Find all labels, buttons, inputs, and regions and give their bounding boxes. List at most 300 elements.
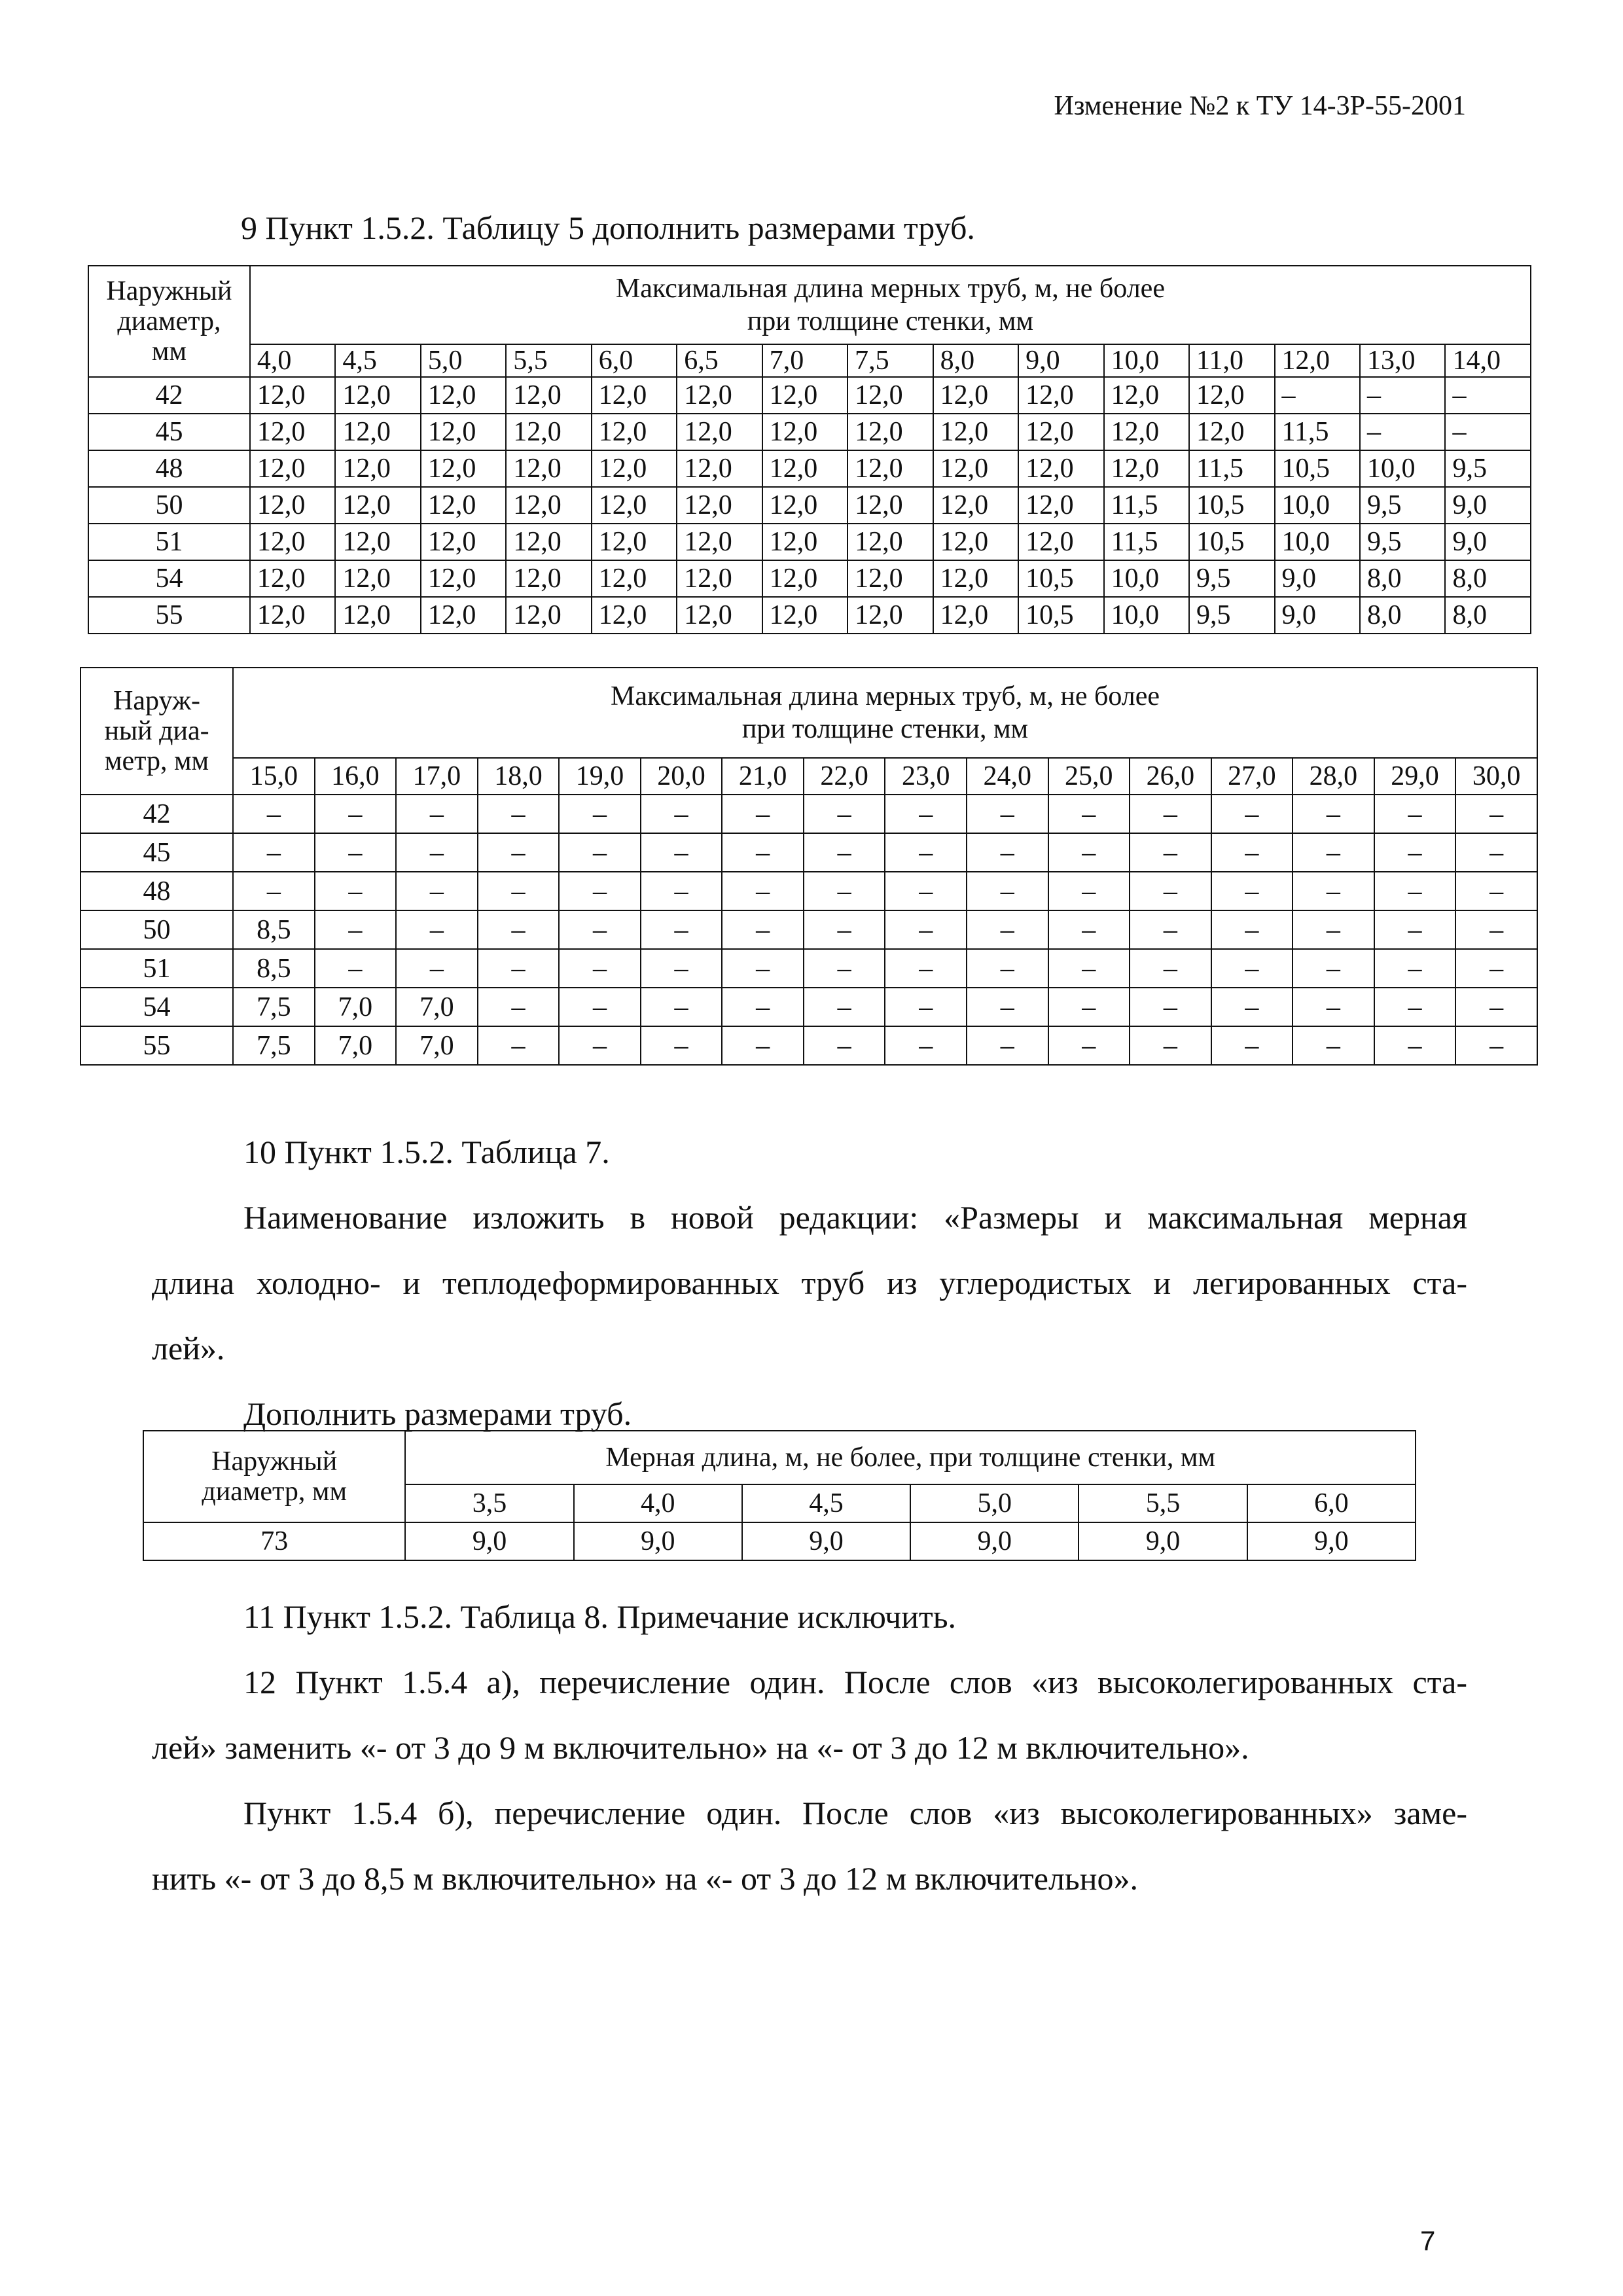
length-cell: – [1293, 910, 1374, 949]
length-cell: – [1211, 910, 1293, 949]
length-cell: 12,0 [335, 597, 420, 634]
length-cell: 12,0 [335, 524, 420, 560]
length-cell: – [396, 949, 478, 988]
length-cell: 12,0 [1018, 524, 1103, 560]
length-cell: – [1130, 872, 1211, 910]
length-cell: 12,0 [933, 414, 1018, 450]
length-cell: 10,0 [1275, 524, 1360, 560]
length-cell: – [1374, 910, 1456, 949]
length-cell: – [1374, 988, 1456, 1026]
length-cell: – [478, 910, 560, 949]
length-cell: 10,0 [1104, 560, 1189, 597]
diameter-cell: 50 [80, 910, 233, 949]
length-cell: 12,0 [677, 560, 762, 597]
length-cell: 11,5 [1104, 487, 1189, 524]
length-cell: – [885, 910, 967, 949]
table-row [80, 949, 1537, 988]
length-cell: – [1374, 1026, 1456, 1065]
thickness-cell: 4,0 [250, 344, 335, 377]
diameter-header-line: Наруж- [113, 686, 200, 716]
length-cell: 9,0 [1247, 1522, 1416, 1560]
length-cell: – [1275, 377, 1360, 414]
length-cell: – [1130, 1026, 1211, 1065]
length-cell: – [885, 988, 967, 1026]
thickness-row [80, 758, 1537, 795]
length-cell: – [885, 872, 967, 910]
length-cell: – [1455, 910, 1537, 949]
length-cell: 9,0 [1445, 524, 1531, 560]
naming-line-3: лей». [152, 1330, 225, 1367]
length-cell: – [1455, 795, 1537, 833]
length-cell: – [1455, 1026, 1537, 1065]
length-cell: 12,0 [250, 560, 335, 597]
length-cell: – [722, 910, 804, 949]
length-cell: 12,0 [250, 377, 335, 414]
table-row [80, 988, 1537, 1026]
length-cell: 12,0 [335, 487, 420, 524]
table-row [88, 524, 1531, 560]
length-cell: – [1293, 833, 1374, 872]
diameter-cell: 42 [88, 377, 250, 414]
item-12-line-2: лей» заменить «- от 3 до 9 м включительно» на «- от 3 до 12 м включительно». [152, 1729, 1249, 1766]
length-cell: 12,0 [1018, 450, 1103, 487]
length-cell: 9,5 [1445, 450, 1531, 487]
length-cell: – [1130, 988, 1211, 1026]
table-header-row [80, 668, 1537, 758]
length-cell: – [885, 949, 967, 988]
diameter-cell: 55 [80, 1026, 233, 1065]
length-cell: – [1374, 833, 1456, 872]
length-cell: 12,0 [762, 560, 847, 597]
table-title-line-2: при толщине стенки, мм [747, 306, 1034, 336]
diameter-cell: 48 [88, 450, 250, 487]
thickness-cell: 15,0 [233, 758, 315, 795]
length-cell: 9,0 [1275, 597, 1360, 634]
length-cell: – [641, 949, 722, 988]
length-cell: 12,0 [506, 414, 591, 450]
diameter-cell: 73 [143, 1522, 405, 1560]
table-row [80, 1026, 1537, 1065]
length-cell: – [1374, 872, 1456, 910]
diameter-header-line: Наружный [211, 1446, 338, 1477]
thickness-cell: 14,0 [1445, 344, 1531, 377]
length-cell: 10,5 [1275, 450, 1360, 487]
length-cell: – [315, 833, 397, 872]
thickness-cell: 25,0 [1048, 758, 1130, 795]
length-cell: – [559, 795, 641, 833]
length-cell: – [967, 988, 1048, 1026]
naming-line-1: Наименование изложить в новой редакции: «Размеры и максимальная мерная [243, 1199, 1467, 1236]
diameter-cell: 55 [88, 597, 250, 634]
length-cell: 12,0 [762, 524, 847, 560]
length-cell: 7,0 [396, 1026, 478, 1065]
diameter-cell: 50 [88, 487, 250, 524]
length-cell: – [885, 833, 967, 872]
table-row [80, 910, 1537, 949]
length-cell: 12,0 [1018, 487, 1103, 524]
table-row [88, 560, 1531, 597]
length-cell: 12,0 [506, 560, 591, 597]
thickness-cell: 16,0 [315, 758, 397, 795]
table-header-row [88, 266, 1531, 344]
naming-line-2: длина холодно- и теплодеформированных труб из углеродистых и легированных ста- [152, 1265, 1467, 1301]
section-10 [152, 1119, 1467, 1446]
length-cell: 12,0 [847, 597, 933, 634]
table-row [143, 1522, 1416, 1560]
length-cell: – [722, 795, 804, 833]
length-cell: – [559, 910, 641, 949]
diameter-header [143, 1431, 405, 1522]
length-cell: 10,0 [1275, 487, 1360, 524]
thickness-cell: 4,0 [574, 1484, 742, 1522]
length-cell: 11,5 [1189, 450, 1274, 487]
length-cell: – [396, 795, 478, 833]
length-cell: 12,0 [1189, 414, 1274, 450]
thickness-cell: 10,0 [1104, 344, 1189, 377]
length-cell: – [722, 872, 804, 910]
diameter-header-line: ный диа- [104, 716, 209, 746]
length-cell: 7,5 [233, 988, 315, 1026]
diameter-header-line: Наружный [106, 276, 232, 306]
table-5-supplement-continued [80, 667, 1538, 1066]
length-cell: – [885, 1026, 967, 1065]
table-title: Мерная длина, м, не более, при толщине стенки, мм [405, 1431, 1416, 1484]
diameter-cell: 54 [80, 988, 233, 1026]
length-cell: – [967, 1026, 1048, 1065]
item-11: 11 Пункт 1.5.2. Таблица 8. Примечание исключить. [243, 1598, 957, 1635]
thickness-cell: 7,0 [762, 344, 847, 377]
length-cell: – [1211, 988, 1293, 1026]
diameter-header-line: мм [151, 336, 187, 367]
page-number: 7 [1420, 2225, 1436, 2256]
thickness-cell: 7,5 [847, 344, 933, 377]
thickness-cell: 28,0 [1293, 758, 1374, 795]
length-cell: – [722, 949, 804, 988]
length-cell: – [641, 795, 722, 833]
length-cell: 12,0 [677, 450, 762, 487]
length-cell: 9,0 [574, 1522, 742, 1560]
length-cell: – [1130, 949, 1211, 988]
item-12-line-1: 12 Пункт 1.5.4 а), перечисление один. После слов «из высоколегированных ста- [243, 1664, 1467, 1700]
thickness-cell: 29,0 [1374, 758, 1456, 795]
thickness-cell: 27,0 [1211, 758, 1293, 795]
length-cell: – [804, 949, 885, 988]
thickness-cell: 19,0 [559, 758, 641, 795]
length-cell: 9,0 [742, 1522, 910, 1560]
length-cell: – [1211, 833, 1293, 872]
thickness-cell: 22,0 [804, 758, 885, 795]
length-cell: 12,0 [933, 597, 1018, 634]
length-cell: 8,0 [1445, 597, 1531, 634]
length-cell: 10,5 [1018, 597, 1103, 634]
length-cell: 12,0 [592, 414, 677, 450]
length-cell: – [478, 833, 560, 872]
length-cell: – [804, 1026, 885, 1065]
length-cell: – [559, 872, 641, 910]
length-cell: 12,0 [762, 597, 847, 634]
length-cell: – [315, 949, 397, 988]
length-cell: – [233, 833, 315, 872]
table-row [88, 487, 1531, 524]
length-cell: – [1048, 949, 1130, 988]
diameter-cell: 54 [88, 560, 250, 597]
length-cell: – [1130, 795, 1211, 833]
length-cell: 12,0 [847, 560, 933, 597]
length-cell: – [559, 988, 641, 1026]
length-cell: 12,0 [250, 524, 335, 560]
thickness-cell: 4,5 [335, 344, 420, 377]
diameter-header [80, 668, 233, 795]
length-cell: – [478, 1026, 560, 1065]
length-cell: 8,0 [1360, 560, 1445, 597]
length-cell: – [885, 795, 967, 833]
length-cell: 12,0 [506, 450, 591, 487]
length-cell: 8,5 [233, 910, 315, 949]
length-cell: – [315, 795, 397, 833]
length-cell: 12,0 [677, 524, 762, 560]
table-row [80, 872, 1537, 910]
length-cell: 12,0 [250, 414, 335, 450]
length-cell: 9,5 [1189, 597, 1274, 634]
length-cell: 12,0 [592, 560, 677, 597]
thickness-cell: 3,5 [405, 1484, 573, 1522]
table-row [88, 597, 1531, 634]
thickness-cell: 5,0 [910, 1484, 1079, 1522]
length-cell: 7,0 [396, 988, 478, 1026]
diameter-cell: 45 [88, 414, 250, 450]
table-title-line-1: Максимальная длина мерных труб, м, не более [611, 681, 1160, 711]
length-cell: – [396, 872, 478, 910]
length-cell: 12,0 [933, 377, 1018, 414]
length-cell: – [1130, 833, 1211, 872]
length-cell: – [1293, 949, 1374, 988]
length-cell: 8,0 [1445, 560, 1531, 597]
length-cell: 9,5 [1360, 524, 1445, 560]
length-cell: – [722, 1026, 804, 1065]
thickness-cell: 23,0 [885, 758, 967, 795]
length-cell: – [233, 872, 315, 910]
length-cell: – [1048, 988, 1130, 1026]
supplement-text: Дополнить размерами труб. [243, 1395, 632, 1432]
length-cell: – [804, 910, 885, 949]
length-cell: – [396, 910, 478, 949]
length-cell: 12,0 [933, 450, 1018, 487]
length-cell: – [1374, 949, 1456, 988]
length-cell: 8,5 [233, 949, 315, 988]
length-cell: 12,0 [847, 414, 933, 450]
length-cell: 12,0 [762, 487, 847, 524]
table-title [250, 266, 1531, 344]
table-title-line-1: Максимальная длина мерных труб, м, не более [615, 274, 1165, 304]
length-cell: 12,0 [1018, 377, 1103, 414]
length-cell: – [804, 872, 885, 910]
thickness-cell: 4,5 [742, 1484, 910, 1522]
length-cell: 12,0 [592, 597, 677, 634]
table-row [80, 833, 1537, 872]
length-cell: 9,0 [1079, 1522, 1247, 1560]
length-cell: 12,0 [250, 450, 335, 487]
thickness-cell: 13,0 [1360, 344, 1445, 377]
length-cell: – [233, 795, 315, 833]
length-cell: – [641, 833, 722, 872]
thickness-cell: 18,0 [478, 758, 560, 795]
table-header-row [143, 1431, 1416, 1484]
length-cell: – [1211, 1026, 1293, 1065]
length-cell: 12,0 [506, 377, 591, 414]
length-cell: – [1211, 872, 1293, 910]
length-cell: – [1445, 377, 1531, 414]
length-cell: – [804, 833, 885, 872]
diameter-header [88, 266, 250, 377]
length-cell: – [967, 872, 1048, 910]
length-cell: 9,5 [1189, 560, 1274, 597]
table-title-line-2: при толщине стенки, мм [741, 714, 1029, 744]
length-cell: 12,0 [847, 377, 933, 414]
length-cell: 12,0 [250, 487, 335, 524]
length-cell: 12,0 [677, 487, 762, 524]
length-cell: – [1048, 910, 1130, 949]
length-cell: 12,0 [933, 560, 1018, 597]
length-cell: – [967, 910, 1048, 949]
length-cell: 7,0 [315, 1026, 397, 1065]
diameter-cell: 51 [80, 949, 233, 988]
length-cell: – [722, 988, 804, 1026]
thickness-cell: 5,0 [421, 344, 506, 377]
length-cell: 12,0 [335, 414, 420, 450]
thickness-cell: 24,0 [967, 758, 1048, 795]
length-cell: – [804, 988, 885, 1026]
length-cell: – [1293, 795, 1374, 833]
length-cell: 10,5 [1018, 560, 1103, 597]
length-cell: – [1293, 988, 1374, 1026]
thickness-row [88, 344, 1531, 377]
thickness-cell: 11,0 [1189, 344, 1274, 377]
length-cell: 12,0 [1104, 377, 1189, 414]
thickness-cell: 8,0 [933, 344, 1018, 377]
table-row [80, 795, 1537, 833]
thickness-cell: 9,0 [1018, 344, 1103, 377]
length-cell: – [1360, 377, 1445, 414]
table-7-supplement [143, 1430, 1416, 1561]
length-cell: – [967, 833, 1048, 872]
thickness-cell: 20,0 [641, 758, 722, 795]
thickness-cell: 17,0 [396, 758, 478, 795]
diameter-cell: 48 [80, 872, 233, 910]
length-cell: 12,0 [933, 524, 1018, 560]
item-10: 10 Пункт 1.5.2. Таблица 7. [243, 1134, 610, 1170]
length-cell: – [396, 833, 478, 872]
length-cell: 12,0 [421, 487, 506, 524]
length-cell: – [641, 910, 722, 949]
table-row [88, 450, 1531, 487]
length-cell: – [1293, 1026, 1374, 1065]
length-cell: – [722, 833, 804, 872]
length-cell: – [967, 949, 1048, 988]
length-cell: 12,0 [335, 377, 420, 414]
length-cell: 12,0 [421, 414, 506, 450]
table-row [88, 414, 1531, 450]
length-cell: 8,0 [1360, 597, 1445, 634]
items-11-12 [152, 1584, 1467, 1911]
length-cell: 12,0 [847, 450, 933, 487]
table-5-supplement [88, 265, 1531, 634]
item-12b-line-1: Пункт 1.5.4 б), перечисление один. После слов «из высоколегированных» заме- [243, 1795, 1467, 1831]
length-cell: – [1048, 872, 1130, 910]
length-cell: 12,0 [592, 450, 677, 487]
length-cell: – [641, 872, 722, 910]
length-cell: 12,0 [421, 524, 506, 560]
length-cell: – [559, 833, 641, 872]
length-cell: – [559, 949, 641, 988]
length-cell: 12,0 [762, 450, 847, 487]
length-cell: 12,0 [421, 450, 506, 487]
length-cell: 12,0 [421, 560, 506, 597]
length-cell: 12,0 [506, 524, 591, 560]
length-cell: – [1048, 795, 1130, 833]
thickness-cell: 5,5 [1079, 1484, 1247, 1522]
item-12b-line-2: нить «- от 3 до 8,5 м включительно» на «- от 3 до 12 м включительно». [152, 1860, 1138, 1897]
length-cell: – [315, 872, 397, 910]
thickness-cell: 6,0 [1247, 1484, 1416, 1522]
length-cell: – [641, 988, 722, 1026]
length-cell: 11,5 [1275, 414, 1360, 450]
diameter-cell: 51 [88, 524, 250, 560]
thickness-cell: 6,5 [677, 344, 762, 377]
length-cell: – [1293, 872, 1374, 910]
thickness-cell: 5,5 [506, 344, 591, 377]
length-cell: – [967, 795, 1048, 833]
length-cell: 9,0 [910, 1522, 1079, 1560]
length-cell: – [1455, 949, 1537, 988]
length-cell: 12,0 [506, 487, 591, 524]
length-cell: 12,0 [762, 377, 847, 414]
diameter-cell: 45 [80, 833, 233, 872]
length-cell: – [1048, 1026, 1130, 1065]
length-cell: – [478, 988, 560, 1026]
length-cell: 12,0 [677, 414, 762, 450]
length-cell: 12,0 [1189, 377, 1274, 414]
length-cell: – [1374, 795, 1456, 833]
length-cell: – [1130, 910, 1211, 949]
length-cell: 12,0 [847, 487, 933, 524]
length-cell: 12,0 [1018, 414, 1103, 450]
length-cell: – [1455, 872, 1537, 910]
diameter-header-line: диаметр, [117, 306, 221, 336]
length-cell: 10,0 [1104, 597, 1189, 634]
document-header: Изменение №2 к ТУ 14-3Р-55-2001 [1054, 91, 1466, 121]
length-cell: 12,0 [592, 524, 677, 560]
length-cell: – [1211, 949, 1293, 988]
item-9: 9 Пункт 1.5.2. Таблицу 5 дополнить размерами труб. [241, 209, 975, 246]
length-cell: – [1445, 414, 1531, 450]
length-cell: 10,0 [1360, 450, 1445, 487]
length-cell: 12,0 [421, 377, 506, 414]
length-cell: 10,5 [1189, 524, 1274, 560]
length-cell: 12,0 [592, 377, 677, 414]
length-cell: – [478, 872, 560, 910]
length-cell: 12,0 [250, 597, 335, 634]
table-title [233, 668, 1537, 758]
length-cell: – [804, 795, 885, 833]
diameter-header-line: диаметр, мм [202, 1477, 348, 1507]
length-cell: 12,0 [1104, 414, 1189, 450]
length-cell: 12,0 [762, 414, 847, 450]
length-cell: – [1211, 795, 1293, 833]
length-cell: – [1455, 833, 1537, 872]
thickness-cell: 30,0 [1455, 758, 1537, 795]
thickness-cell: 12,0 [1275, 344, 1360, 377]
length-cell: – [1455, 988, 1537, 1026]
